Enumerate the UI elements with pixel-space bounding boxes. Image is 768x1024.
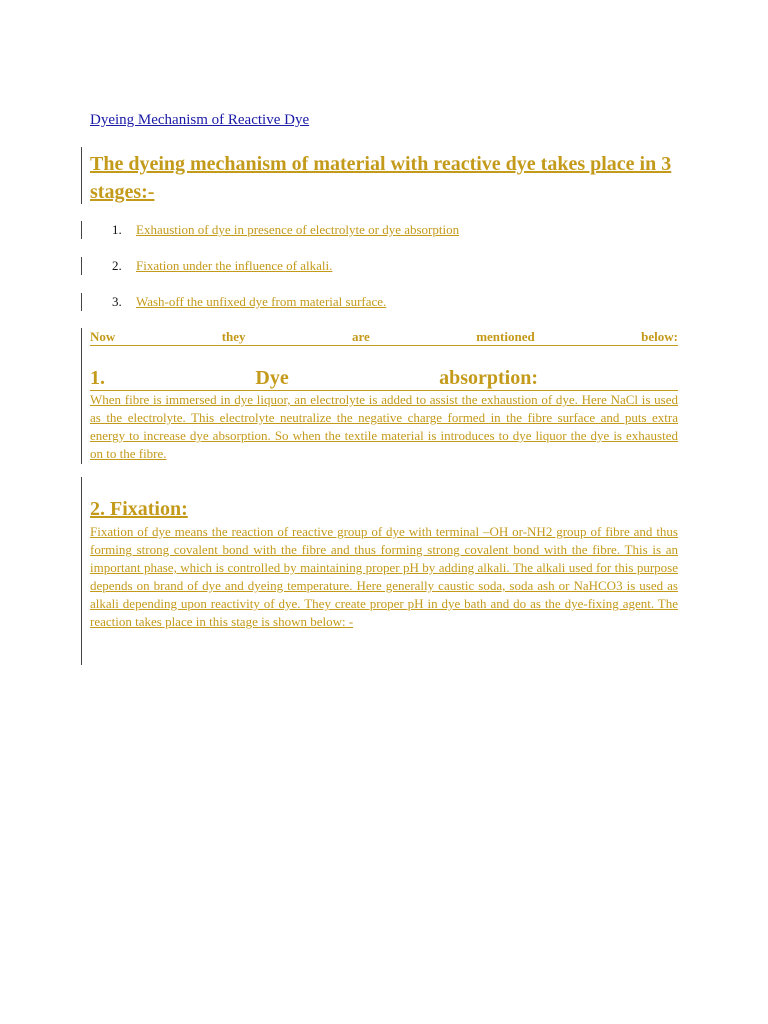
mention-line — [90, 329, 678, 346]
change-bar — [81, 147, 82, 204]
section1-heading-word: 1. — [90, 367, 105, 389]
section1-body: When fibre is immersed in dye liquor, an electrolyte is added to assist the exhaustion of dye. Here NaCl is used as the electrolyte. This electrolyte neutralize the negative charge formed in the fibre surface and puts extra energy to increase dye absorption. So when the textile material is introduces to dye liquor the dye is exhausted on to the fibre. — [90, 392, 678, 461]
change-bar — [81, 221, 82, 239]
list-item-text: Fixation under the influence of alkali. — [136, 258, 333, 273]
section1-heading — [90, 366, 678, 391]
list-item-number: 2. — [112, 258, 122, 273]
list-item-number: 3. — [112, 294, 122, 309]
list-item-number: 1. — [112, 222, 122, 237]
document-title-link[interactable]: Dyeing Mechanism of Reactive Dye — [90, 112, 310, 128]
intro-heading — [90, 150, 680, 206]
mention-word: are — [351, 329, 370, 344]
mention-word: they — [221, 329, 246, 344]
change-bar — [81, 328, 82, 464]
section2-heading-text: 2. Fixation: — [90, 498, 188, 520]
change-bar — [81, 477, 82, 665]
section2-heading — [90, 497, 678, 521]
change-bar — [81, 257, 82, 275]
list-item — [112, 222, 459, 238]
list-item — [112, 294, 386, 310]
mention-word: Now — [90, 329, 116, 344]
section2-body: Fixation of dye means the reaction of reactive group of dye with terminal –OH or-NH2 group of fibre and thus forming strong covalent bond with the fibre and thus forming strong covalent bond with the fibre. This is an important phase, which is controlled by maintaining proper pH by adding alkali. The alkali used for this purpose depends on brand of dye and dyeing temperature. Here generally caustic soda, soda ash or NaHCO3 is used as alkali depending upon reactivity of dye. They create proper pH in dye bath and do as the dye-fixing agent. The reaction takes place in this stage is shown below: - — [90, 524, 678, 629]
mention-word: mentioned — [476, 329, 535, 344]
section1-heading-word: absorption: — [439, 367, 538, 389]
list-item-text: Wash-off the unfixed dye from material surface. — [136, 294, 387, 309]
list-item-text: Exhaustion of dye in presence of electrolyte or dye absorption — [136, 222, 460, 237]
mention-word: below: — [641, 329, 678, 344]
section1-heading-word: Dye — [255, 367, 289, 389]
change-bar — [81, 293, 82, 311]
list-item — [112, 258, 332, 274]
intro-heading-text: The dyeing mechanism of material with reactive dye takes place in 3 stages:- — [90, 153, 672, 203]
